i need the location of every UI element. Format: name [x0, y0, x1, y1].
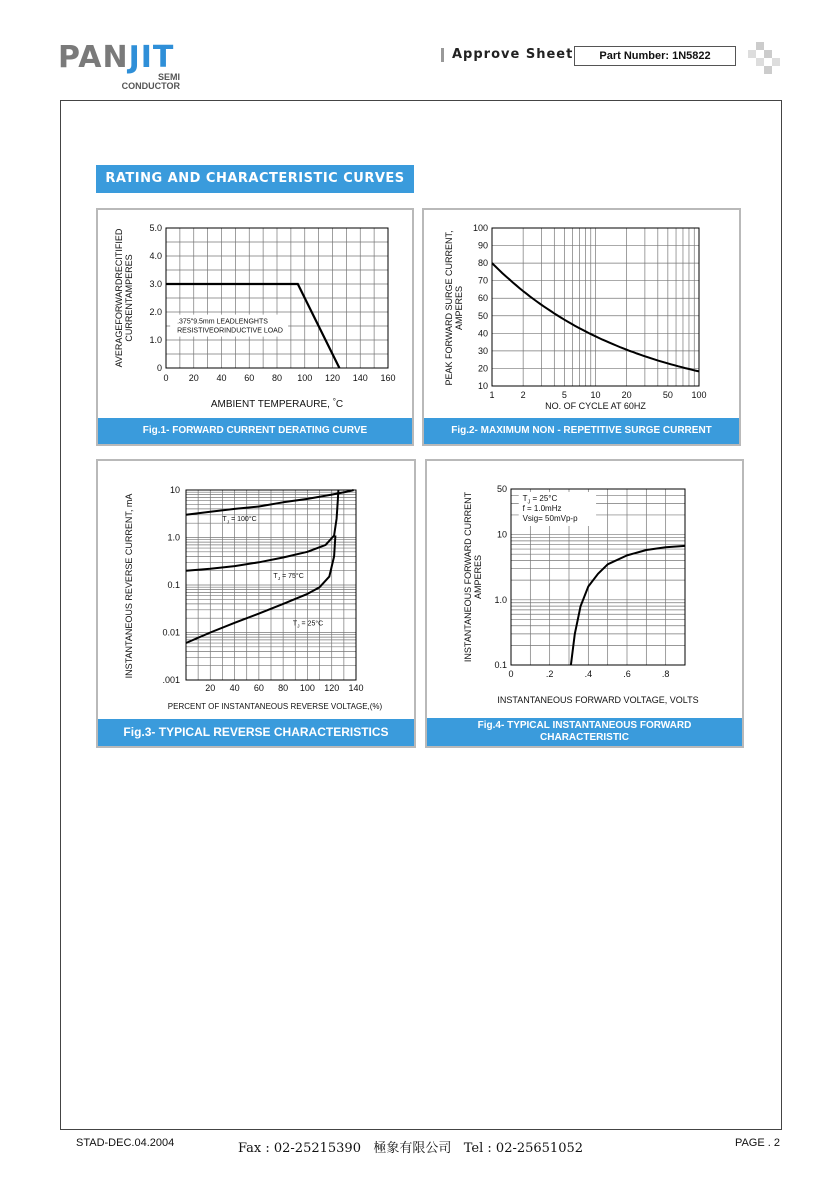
y-tick-label: 10 — [496, 529, 507, 540]
fig4-ylabel-line2: AMPERES — [473, 554, 483, 600]
logo-wordmark: PANJIT — [58, 40, 175, 75]
x-tick-label: 100 — [691, 390, 707, 400]
x-tick-label: 10 — [590, 390, 601, 400]
x-tick-label: .8 — [661, 669, 670, 679]
y-tick-label: 80 — [477, 258, 488, 269]
y-tick-label: 1.0 — [149, 335, 162, 345]
fig3-label-100: $T_J = 100^\circ C$ — [222, 516, 257, 526]
y-tick-label: 70 — [477, 275, 488, 286]
y-tick-label: 90 — [477, 240, 488, 251]
fig2-ylabel-line2: AMPERES — [454, 285, 464, 331]
footer-contact: Fax : 02-25215390 極象有限公司 Tel : 02-25651052 — [238, 1141, 584, 1156]
x-tick-label: 120 — [324, 683, 340, 693]
fig1-ylabel-line1: AVERAGEFORWARDRECITIFIED — [114, 228, 124, 368]
sheet-title: Approve Sheet — [441, 48, 573, 62]
fig4-note-line1: $T_J = 25^\circ C$ — [522, 493, 558, 506]
fig4-note-line2: f = 1.0mHz — [522, 503, 562, 513]
y-tick-label: 50 — [496, 484, 507, 494]
fig3-caption: Fig.3- TYPICAL REVERSE CHARACTERISTICS — [98, 719, 414, 746]
y-tick-label: 4.0 — [149, 251, 162, 261]
fig4-caption: Fig.4- TYPICAL INSTANTANEOUS FORWARD CHARACTERISTIC — [427, 718, 742, 746]
y-tick-label: 60 — [477, 293, 488, 304]
fig1-ylabel-line2: CURRENTAMPERES — [124, 254, 134, 342]
x-tick-label: 80 — [271, 373, 283, 383]
fig1-caption: Fig.1- FORWARD CURRENT DERATING CURVE — [98, 418, 412, 444]
x-tick-label: 40 — [216, 373, 227, 383]
x-tick-label: 20 — [205, 683, 216, 693]
x-tick-label: 20 — [188, 373, 199, 383]
fig1-panel — [96, 208, 414, 446]
x-tick-label: 5 — [561, 390, 567, 400]
fig4-panel — [425, 459, 744, 748]
fig3-xlabel: PERCENT OF INSTANTANEOUS REVERSE VOLTAGE,(%) — [167, 702, 383, 711]
x-tick-label: 100 — [297, 373, 313, 383]
y-tick-label: 1.0 — [167, 532, 180, 543]
y-tick-label: 20 — [477, 363, 488, 374]
x-tick-label: 0 — [508, 669, 514, 679]
x-tick-label: 100 — [299, 683, 315, 693]
fig3-panel — [96, 459, 416, 748]
y-tick-label: 10 — [477, 381, 488, 391]
checker-decoration-icon — [744, 42, 780, 78]
x-tick-label: 160 — [380, 373, 396, 383]
fig2-xlabel: NO. OF CYCLE AT 60HZ — [545, 401, 646, 411]
fig1-chart — [98, 210, 412, 420]
y-tick-label: 100 — [472, 223, 488, 233]
fig4-chart — [427, 461, 742, 719]
fig2-ylabel-line1: PEAK FORWARD SURGE CURRENT, — [444, 230, 454, 386]
y-tick-label: 0 — [156, 363, 162, 373]
x-tick-label: .2 — [545, 669, 554, 679]
fig3-chart — [98, 461, 414, 721]
fig2-caption: Fig.2- MAXIMUM NON - REPETITIVE SURGE CURRENT — [424, 418, 739, 444]
company-logo — [58, 40, 180, 91]
fig3-label-25: $T_J = 25^\circ C$ — [292, 620, 324, 630]
y-tick-label: 3.0 — [149, 279, 162, 289]
reverse-curve-line-1 — [186, 490, 338, 571]
y-tick-label: 50 — [477, 310, 488, 321]
fig3-ylabel: INSTANTANEOUS REVERSE CURRENT, mA — [124, 493, 134, 679]
x-tick-label: 140 — [348, 683, 364, 693]
y-tick-label: 1.0 — [494, 594, 507, 605]
y-tick-label: .001 — [162, 675, 180, 685]
y-tick-label: 10 — [169, 485, 180, 495]
y-tick-label: 30 — [477, 345, 488, 356]
logo-subtitle: SEMI CONDUCTOR — [121, 72, 180, 91]
y-tick-label: 2.0 — [149, 307, 162, 317]
fig3-label-75: $T_J = 75^\circ C$ — [273, 573, 304, 583]
x-tick-label: 80 — [278, 683, 289, 693]
fig4-note-line3: Vsig= 50mVp-p — [522, 513, 578, 523]
y-tick-label: 0.1 — [494, 660, 507, 670]
y-tick-label: 5.0 — [149, 223, 162, 233]
y-tick-label: 0.1 — [167, 580, 180, 590]
x-tick-label: 2 — [520, 390, 526, 400]
x-tick-label: 1 — [489, 390, 495, 400]
x-tick-label: 40 — [229, 683, 240, 693]
fig2-chart — [424, 210, 739, 420]
x-tick-label: .4 — [584, 669, 593, 679]
x-tick-label: 50 — [662, 390, 673, 400]
y-tick-label: 40 — [477, 328, 488, 339]
x-tick-label: 20 — [621, 390, 632, 400]
x-tick-label: 140 — [352, 373, 368, 383]
x-tick-label: 60 — [253, 683, 264, 693]
y-tick-label: 0.01 — [162, 627, 180, 638]
section-title: RATING AND CHARACTERISTIC CURVES — [96, 165, 414, 193]
fig4-ylabel-line1: INSTANTANEOUS FORWARD CURRENT — [463, 491, 473, 663]
fig1-note-line1: .375"9.5mm LEADLENGHTS — [177, 318, 268, 326]
reverse-curve-line-0 — [186, 490, 354, 515]
fig2-panel — [422, 208, 741, 446]
x-tick-label: 0 — [163, 373, 169, 383]
fig4-xlabel: INSTANTANEOUS FORWARD VOLTAGE, VOLTS — [497, 695, 699, 705]
part-number-box: Part Number: 1N5822 — [574, 46, 736, 66]
fig1-note-line2: RESISTIVEORINDUCTIVE LOAD — [177, 327, 283, 335]
footer-page-number: PAGE . 2 — [734, 1137, 780, 1149]
footer-doc-code: STAD-DEC.04.2004 — [76, 1137, 175, 1149]
x-tick-label: 60 — [244, 373, 255, 383]
x-tick-label: .6 — [623, 669, 631, 679]
fig1-xlabel: AMBIENT TEMPERAURE, °C — [210, 397, 344, 410]
x-tick-label: 120 — [324, 373, 341, 383]
